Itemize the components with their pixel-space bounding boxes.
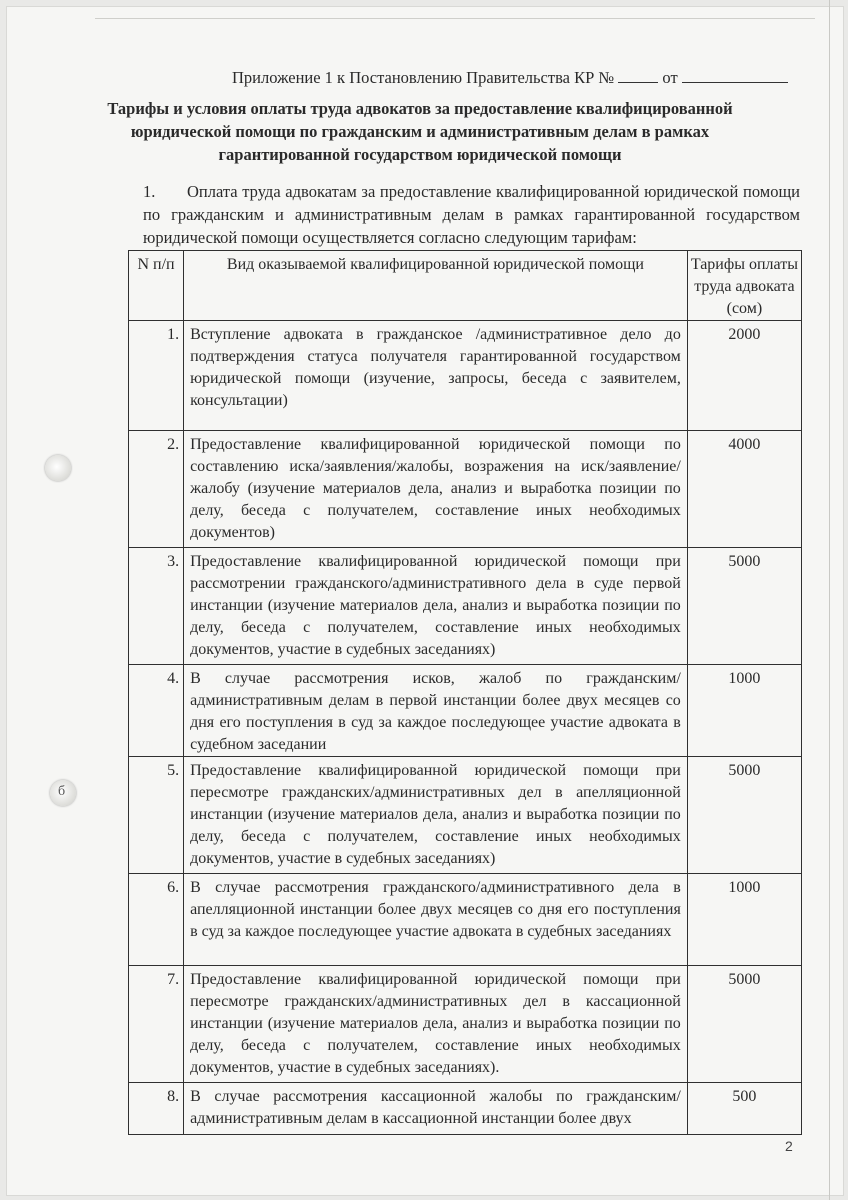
appendix-header-from: от <box>662 68 678 87</box>
margin-mark: б <box>58 784 66 799</box>
paper-edge-right <box>829 0 830 1200</box>
table-row <box>129 966 802 1083</box>
row-description: Вступление адвоката в гражданское /административное дело до подтверждения статуса получателя гарантированной государством юридической помощи (изучение, запросы, беседа с заявителем, консультации) <box>184 321 688 431</box>
paper-edge <box>95 6 815 19</box>
header-number: N п/п <box>129 251 184 321</box>
tariffs-table <box>128 250 802 1135</box>
table-row <box>129 757 802 874</box>
intro-paragraph-number: 1. <box>143 182 156 201</box>
document-title: Тарифы и условия оплаты труда адвокатов за предоставление квалифицированной юридической помощи по гражданским и административным делам в рамках гарантированной государством юридической помощи <box>107 99 733 164</box>
appendix-header <box>232 68 788 88</box>
row-description: В случае рассмотрения исков, жалоб по гражданским/ административным делам в первой инстанции более двух месяцев со дня его поступления в суд за каждое последующее участие адвоката в судебном заседании <box>184 665 688 757</box>
table-row <box>129 1083 802 1135</box>
row-number: 3. <box>129 548 184 665</box>
header-tariff: Тарифы оплаты труда адвоката (сом) <box>687 251 801 321</box>
table-header-row <box>129 251 802 321</box>
row-number: 1. <box>129 321 184 431</box>
row-description: Предоставление квалифицированной юридической помощи при пересмотре гражданских/административных дел в кассационной инстанции (изучение материалов дела, анализ и выработка позиции по делу, беседа с получателем, составление иных необходимых документов, участие в судебных заседаниях). <box>184 966 688 1083</box>
row-description: Предоставление квалифицированной юридической помощи при пересмотре гражданских/административных дел в апелляционной инстанции (изучение материалов дела, анализ и выработка позиции по делу, беседа с получателем, составление иных необходимых документов, участие в судебных заседаниях) <box>184 757 688 874</box>
table-row <box>129 431 802 548</box>
intro-paragraph <box>143 180 800 249</box>
row-tariff: 5000 <box>687 548 801 665</box>
row-number: 6. <box>129 874 184 966</box>
row-description: Предоставление квалифицированной юридической помощи при рассмотрении гражданского/административного дела в суде первой инстанции (изучение материалов дела, анализ и выработка позиции по делу, беседа с получателем, составление иных необходимых документов, участие в судебных заседаниях) <box>184 548 688 665</box>
row-tariff: 4000 <box>687 431 801 548</box>
intro-paragraph-text: Оплата труда адвокатам за предоставление квалифицированной юридической помощи по гражданским и административным делам в рамках гарантированной государством юридической помощи осуществляется согласно следующим тарифам: <box>143 182 800 247</box>
table-row <box>129 548 802 665</box>
row-tariff: 5000 <box>687 757 801 874</box>
row-tariff: 2000 <box>687 321 801 431</box>
punch-hole-top <box>45 455 71 481</box>
row-number: 2. <box>129 431 184 548</box>
row-description: В случае рассмотрения гражданского/административного дела в апелляционной инстанции более двух месяцев со дня его поступления в суд за каждое последующее участие адвоката в судебных заседаниях <box>184 874 688 966</box>
header-description: Вид оказываемой квалифицированной юридической помощи <box>184 251 688 321</box>
page-number: 2 <box>785 1138 793 1154</box>
row-number: 4. <box>129 665 184 757</box>
decree-number-blank <box>618 68 658 83</box>
row-tariff: 1000 <box>687 665 801 757</box>
row-tariff: 5000 <box>687 966 801 1083</box>
table-row <box>129 665 802 757</box>
row-number: 5. <box>129 757 184 874</box>
appendix-header-text: Приложение 1 к Постановлению Правительства КР № <box>232 68 615 87</box>
row-description: Предоставление квалифицированной юридической помощи по составлению иска/заявления/жалобы, возражения на иск/заявление/жалобу (изучение материалов дела, анализ и выработка позиции по делу, беседа с получателем, составление иных необходимых документов) <box>184 431 688 548</box>
row-tariff: 500 <box>687 1083 801 1135</box>
table-row <box>129 321 802 431</box>
row-tariff: 1000 <box>687 874 801 966</box>
row-number: 7. <box>129 966 184 1083</box>
decree-date-blank <box>682 68 788 83</box>
row-number: 8. <box>129 1083 184 1135</box>
table-row <box>129 874 802 966</box>
row-description: В случае рассмотрения кассационной жалобы по гражданским/ административным делам в кассационной инстанции более двух <box>184 1083 688 1135</box>
